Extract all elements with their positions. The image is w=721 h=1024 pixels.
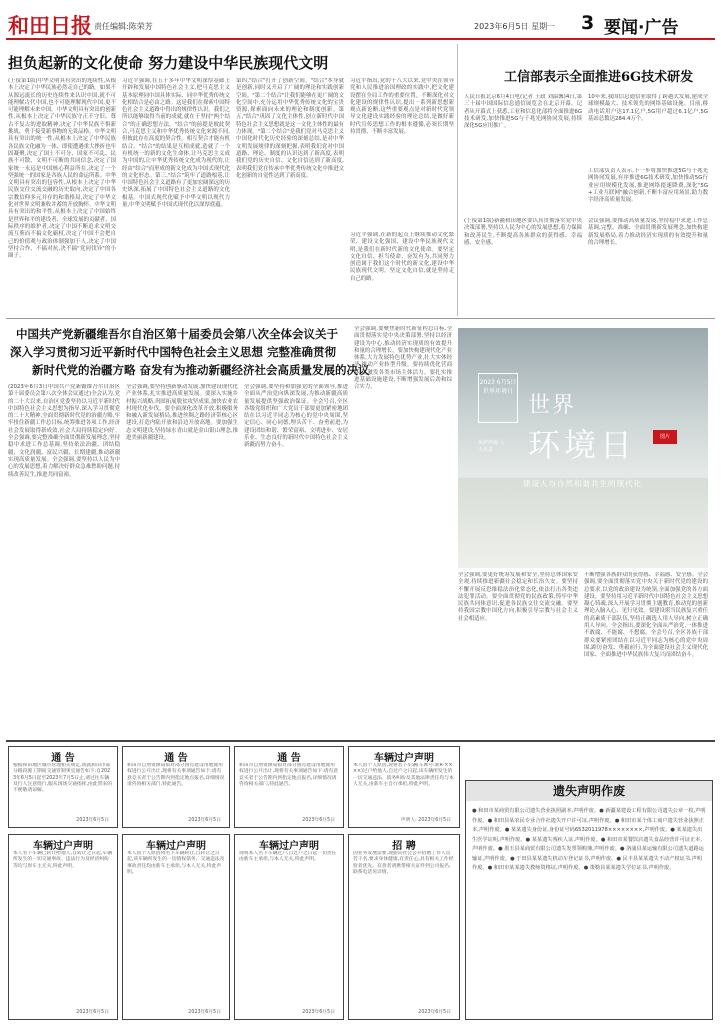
notice-body: 现将本人名下车辆过户,自过户之日起一切责任由新车主承担,与本人无关,特此声明。 [239, 851, 337, 863]
article1-col4: 习近平指出,党的十八大以来,党中央在领导党和人民推进治国理政的实践中,把文化建设摆在全局工作的重要位置。不断深化对文化建设的规律性认识,提出一系列新思想新观点新论断,这些重要观点是对新时代党领导文化建设实践经验的理论总结,是做好新时代宣传思想工作的根本遵循,必须长期坚持贯彻、不断丰富发展。 [350, 78, 454, 136]
notice-sign: 2023年6月5日 [302, 1010, 335, 1015]
newspaper-brand: 和田日报 [8, 13, 92, 38]
notice-body: 本人名下车辆已转让给他人,自转让之日起,车辆所发生的一切交通事故、违法行为及经济纠纷等均与原车主无关,特此声明。 [13, 851, 112, 869]
newspaper-page [6, 8, 715, 1018]
notice-body: 本人因个人原因将名下车辆转让,自转让之日起,该车辆所发生的一切债权债务、交通违法及事故责任均由新车主承担,与本人无关,特此声明。 [127, 851, 225, 875]
notice-title: 车辆过户声明 [146, 841, 206, 852]
poster-title-line1: 世界 [528, 393, 577, 418]
notice-body: 和田市自然资源局拟对部分国有建设用地使用权进行公开出让,现将有关事项通告如下:请有意竞买者于公告期内到指定地点报名,详细情况请咨询相关部门,特此通告。 [239, 763, 339, 787]
poster-title-line2: 环境日 [528, 426, 637, 464]
recruitment-notice [348, 834, 460, 1020]
section-divider [6, 318, 715, 319]
article3-col6: 不断增强各族群众的获得感、幸福感、安全感。全会强调,要全面贯彻落实党中央关于新时代党的建设的总要求,以党的政治建设为统领,全面加强党的各方面建设。要坚持用习近平新时代中国特色社会主义思想凝心铸魂,深入开展学习贯彻主题教育,推动党的创新理论入脑入心、见行见效。要建设堪当民族复兴重任的高素质干部队伍,坚持正确选人用人导向,树立正确用人导向。全会指出,要深化全面从严治党,一体推进不敢腐、不能腐、不想腐。全会号召,全区各族干部群众要紧密团结在以习近平同志为核心的党中央周围,踔厉奋发、勇毅前行,为全面建设社会主义现代化国家、全面推进中华民族伟大复兴而团结奋斗。 [584, 572, 708, 659]
notice-box [8, 746, 118, 828]
vehicle-transfer-notice [348, 746, 460, 828]
article2-body5: 会议强调,要推动高质量发展,坚持稳中求进工作总基调,完整、准确、全面贯彻新发展理念,加快构建新发展格局,着力推动经济实现质的有效提升和量的合理增长。 [588, 218, 708, 246]
notice-sign: 2023年6月5日 [302, 818, 335, 823]
notice-box [122, 746, 230, 828]
article1-col1: (上接第1版)中华文明具有突出的连续性,从根本上决定了中华民族必然走自己的路。如果不从源远流长的历史连续性来认识中国,就不可能理解古代中国,也不可能理解现代中国,更不可能理解未来中国。中华文明具有突出的创新性,从根本上决定了中华民族守正不守旧、尊古不复古的进取精神,决定了中华民族不惧新挑战、勇于接受新事物的无畏品格。中华文明具有突出的统一性,从根本上决定了中华民族各民族文化融为一体、即使遭遇重大挫折也牢固凝聚,决定了国土不可分、国家不可乱、民族不可散、文明不可断的共同信念,决定了国家统一永远是中国核心利益所在,决定了一个坚强统一的国家是各族人民的命运所系。中华文明具有突出的包容性,从根本上决定了中华民族交往交流交融的历史取向,决定了中国各宗教信仰多元并存的和谐格局,决定了中华文化对世界文明兼收并蓄的开放胸怀。中华文明具有突出的和平性,从根本上决定了中国始终是世界和平的建设者、全球发展的贡献者、国际秩序的维护者,决定了中国不断追求文明交流互鉴而不搞文化霸权,决定了中国不会把自己的价值观与政治体制强加于人,决定了中国坚持合作、不搞对抗,决不搞"党同伐异"的小圈子。 [8, 78, 116, 260]
ads-divider [6, 740, 715, 742]
lost-notice-box [465, 780, 713, 1020]
column-divider [457, 44, 458, 316]
article3-headline-1: 中国共产党新疆维吾尔自治区第十届委员会第八次全体会议关于 [16, 327, 338, 341]
article3-col3: 全会强调,要坚持和加强党的全面领导,推进全面从严治党向纵深发展,为推动新疆高质量发展提供坚强政治保证。全会号召,全区各级党组织和广大党员干部要更加紧密地团结在以习近平同志为核心的党中央周围,坚定信心、同心同德,埋头苦干、奋勇前进,为建设团结和谐、繁荣富裕、文明进步、安居乐业、生态良好的新时代中国特色社会主义新疆而努力奋斗。 [244, 384, 348, 449]
notice-title: 通 告 [51, 753, 75, 764]
vehicle-transfer-notice [122, 834, 230, 1020]
notice-title: 车辆过户声明 [374, 753, 434, 764]
article3-headline-2: 深入学习贯彻习近平新时代中国特色社会主义思想 完整准确贯彻 [10, 345, 337, 359]
notice-title: 通 告 [277, 753, 301, 764]
notice-title: 通 告 [164, 753, 188, 764]
poster-date-badge: 2023 6月5日 世界环境日 [478, 373, 518, 423]
notice-body: 本人因个人原因,现将名下车辆(车牌号:新R·××××)过户给他人,自过户之日起,该车辆所发生的一切交通违法、债务纠纷及其他法律责任均与本人无关,由新车主自行承担,特此声明。 [353, 763, 454, 787]
article1-col3: 第四,"结合"打开了创新空间。"结合"本身就是创新,同时又开启了广阔的理论和实践创新空间。"第二个结合"让我们能够在更广阔的文化空间中,充分运用中华优秀传统文化的宝贵资源,探索面向未来的理论和制度创新。第五,"结合"巩固了文化主体性,创立新时代中国特色社会主义思想就是这一文化主体性的最有力体现。"第二个结合"是我们党对马克思主义中国化时代化历史经验的深刻总结,是对中华文明发展规律的深刻把握,表明我们党对中国道路、理论、制度的认识达到了新高度,表明我们党的历史自信、文化自信达到了新高度,表明我们党在传承中华优秀传统文化中推进文化创新的自觉性达到了新高度。 [236, 78, 344, 179]
article2-body1: 人民日报北京6月4日电(记者 王政 刘温馨)4日,第三十届中国国际信息通信展览会在北京开幕。记者从开幕式上获悉,工业和信息化部将全面推进6G技术研发,加快推进5G与千兆光网协同发展,持续深化5G应用推广。 [464, 94, 582, 130]
notice-title: 车辆过户声明 [33, 841, 93, 852]
article2-body3: 工信部负责人表示,下一步将加快推进5G与千兆光网协同发展,有序推进6G技术研发,加快推动5G行业应用规模化发展,推进网络提速降费,深化"5G+工业互联网"融合创新,不断丰富应用场景,助力数字经济高质量发展。 [588, 168, 708, 204]
issue-date: 2023年6月5日 星期一 [474, 22, 556, 31]
lost-notice-body: ● 和田市某商贸有限公司遗失营业执照副本,声明作废。● 新疆某建设工程有限公司遗失公章一枚,声明作废。● 和田县某农民专业合作社遗失开户许可证,声明作废。● 和田市某个体工商户遗失营业执照正本,声明作废。● 某某遗失身份证,身份证号码6532011978××××××××,声明作废。● 某某遗失出生医学证明,声明作废。● 某某遗失残疾人证,声明作废。● 和田市某餐饮店遗失食品经营许可证正本,声明作废。● 墨玉县某商贸有限公司遗失发票领购簿,声明作废。● 洛浦县某运输有限公司遗失道路运输证,声明作废。● 于田县某某遗失机动车登记证书,声明作废。● 民丰县某某遗失不动产权证书,声明作废。● 和田市某某遗失教师资格证,声明作废。● 策勒县某某遗失学位证书,声明作废。 [472, 808, 706, 871]
article2-body2: 10年来,我国信息通信业取得了跨越式发展,建成全球规模最大、技术领先的网络基础设施。目前,移动电话用户达17.1亿户,5G用户超过6.1亿户,5G基站总数达284.4万个。 [588, 94, 708, 122]
article1-col2: 习近平强调,在五千多年中华文明深厚基础上开辟和发展中国特色社会主义,把马克思主义基本原理同中国具体实际、同中华优秀传统文化相结合是必由之路。这是我们在探索中国特色社会主义道路中得出的规律性认识。我们之所以能够取得当前的成就,就在于坚持"两个结合"的正确思想方法。"结合"的前提是彼此契合,马克思主义和中华优秀传统文化来源不同,但彼此存在高度的契合性。相互契合才能有机结合。"结合"的结果是互相成就,造就了一个有机统一的新的文化生命体,让马克思主义成为中国的,让中华优秀传统文化成为现代的,让经由"结合"而形成的新文化成为中国式现代化的文化形态。第三,"结合"筑牢了道路根基,让中国特色社会主义道路有了更加宏阔深远的历史纵深,拓展了中国特色社会主义道路的文化根基。中国式现代化赋予中华文明以现代力量,中华文明赋予中国式现代化以深厚底蕴。 [122, 78, 230, 209]
page-number: 3 [581, 12, 595, 34]
article3-col5: 全会强调,要更好统筹发展和安全,坚持总体国家安全观,持续推进新疆社会稳定和长治久安。要坚持不懈开展反恐维稳法治化常态化,依法打击各类违法犯罪活动。要全面贯彻党的民族政策,铸牢中华民族共同体意识,促进各民族交往交流交融。要坚持我国宗教中国化方向,积极引导宗教与社会主义社会相适应。 [458, 572, 578, 622]
notice-sign: 2023年6月5日 [188, 818, 221, 823]
world-environment-day-poster [458, 328, 708, 568]
notice-sign: 2023年6月5日 [418, 1010, 451, 1015]
page-title: 要闻·广告 [604, 18, 679, 38]
notice-body: 和田市自然资源局拟对部分国有建设用地使用权进行公开出让,现将有关事项通告如下:请有意竞买者于公告期内到指定地点报名,详细情况请咨询相关部门,特此通告。 [127, 763, 225, 787]
lost-notice-title: 遗失声明作废 [466, 781, 712, 801]
notice-title: 车辆过户声明 [259, 841, 319, 852]
article3-col4: 全会强调,要聚焦新时代新征程总目标,全面贯彻落实党中央决策部署,坚持以经济建设为中心,推动经济实现质的有效提升和量的合理增长。要加快构建现代化产业体系,大力发展特色优势产业,壮大实体经济,推动产业转型升级。要持续优化营商环境,激发各类市场主体活力。要扎实推进基础设施建设,不断增强发展后劲和综合实力。 [354, 326, 452, 391]
notice-box [234, 746, 344, 828]
notice-sign: 2023年6月5日 [76, 1010, 109, 1015]
editor-credit: 责任编辑:陈荣芳 [94, 22, 153, 31]
article2-body4: (上接第1版)新疆和田地区要认真贯彻落实党中央决策部署,坚持以人民为中心的发展思想,着力保障和改善民生,不断提高各族群众的获得感、幸福感、安全感。 [464, 218, 582, 246]
poster-stamp: 图片 [653, 430, 677, 444]
notice-title: 招 聘 [392, 841, 416, 852]
poster-subtitle: 建设人与自然和谐共生的现代化 [523, 479, 642, 488]
notice-sign: 2023年6月5日 [76, 818, 109, 823]
notice-sign: 2023年6月5日 [188, 1010, 221, 1015]
article3-col2: 全会强调,要坚持创新驱动发展,加快建设现代化产业体系,扎实推进高质量发展。要深入实施乡村振兴战略,巩固拓展脱贫攻坚成果,加快农业农村现代化步伐。要全面深化改革开放,积极服务和融入新发展格局,推进丝绸之路经济带核心区建设,打造内陆开放和沿边开放高地。要加强生态文明建设,坚持绿水青山就是金山银山理念,推进美丽新疆建设。 [126, 384, 238, 442]
poster-slogan: 保护环境 人人有责 [478, 440, 505, 453]
vehicle-transfer-notice [8, 834, 118, 1020]
notice-body: 根据和田地区城市管理相关规定,现就和田市部分路段施工期间交通管制事宜通告如下:自2023年6月5日起至2023年7月5日止,请过往车辆及行人注意绕行,服从现场交通指挥,由此带来的不便敬请谅解。 [13, 763, 112, 794]
article1-headline: 担负起新的文化使命 努力建设中华民族现代文明 [8, 54, 329, 72]
article1-col4b: 习近平强调,在新的起点上继续推动文化繁荣、建设文化强国、建设中华民族现代文明,是我们在新时代新的文化使命。要坚定文化自信、担当使命、奋发有为,共同努力创造属于我们这个时代的新文化,建设中华民族现代文明。坚定文化自信,就是坚持走自己的路。 [350, 232, 454, 282]
article3-headline-3: 新时代党的治疆方略 奋发有为推动新疆经济社会高质量发展的决议 [32, 363, 370, 377]
poster-landscape [458, 478, 708, 568]
article2-headline: 工信部表示全面推进6G技术研发 [504, 70, 694, 85]
notice-body: 因业务发展需要,现面向社会公开招聘工作人员若干名,要求身体健康,有责任心,具有相关工作经验者优先。有意者请携带相关证件到公司报名,联系电话见详情。 [353, 851, 454, 875]
vehicle-transfer-notice [234, 834, 344, 1020]
article3-col1: (2023年6月3日中国共产党新疆维吾尔自治区第十届委员会第八次全体会议通过)全会认为,党的二十大以来,自治区党委坚持以习近平新时代中国特色社会主义思想为指导,深入学习贯彻党的二十大精神,全面贯彻新时代党的治疆方略,牢牢扭住新疆工作总目标,统筹推进各项工作,经济社会发展取得新成效,社会大局持续稳定向好。全会强调,要完整准确全面贯彻新发展理念,坚持稳中求进工作总基调,坚持依法治疆、团结稳疆、文化润疆、富民兴疆、长期建疆,推动新疆实现高质量发展。全会强调,要坚持以人民为中心的发展思想,着力解决好群众急难愁盼问题,持续改善民生,推进共同富裕。 [8, 384, 120, 478]
notice-sign: 声明人: 2023年6月5日 [400, 818, 451, 823]
masthead [6, 8, 715, 40]
